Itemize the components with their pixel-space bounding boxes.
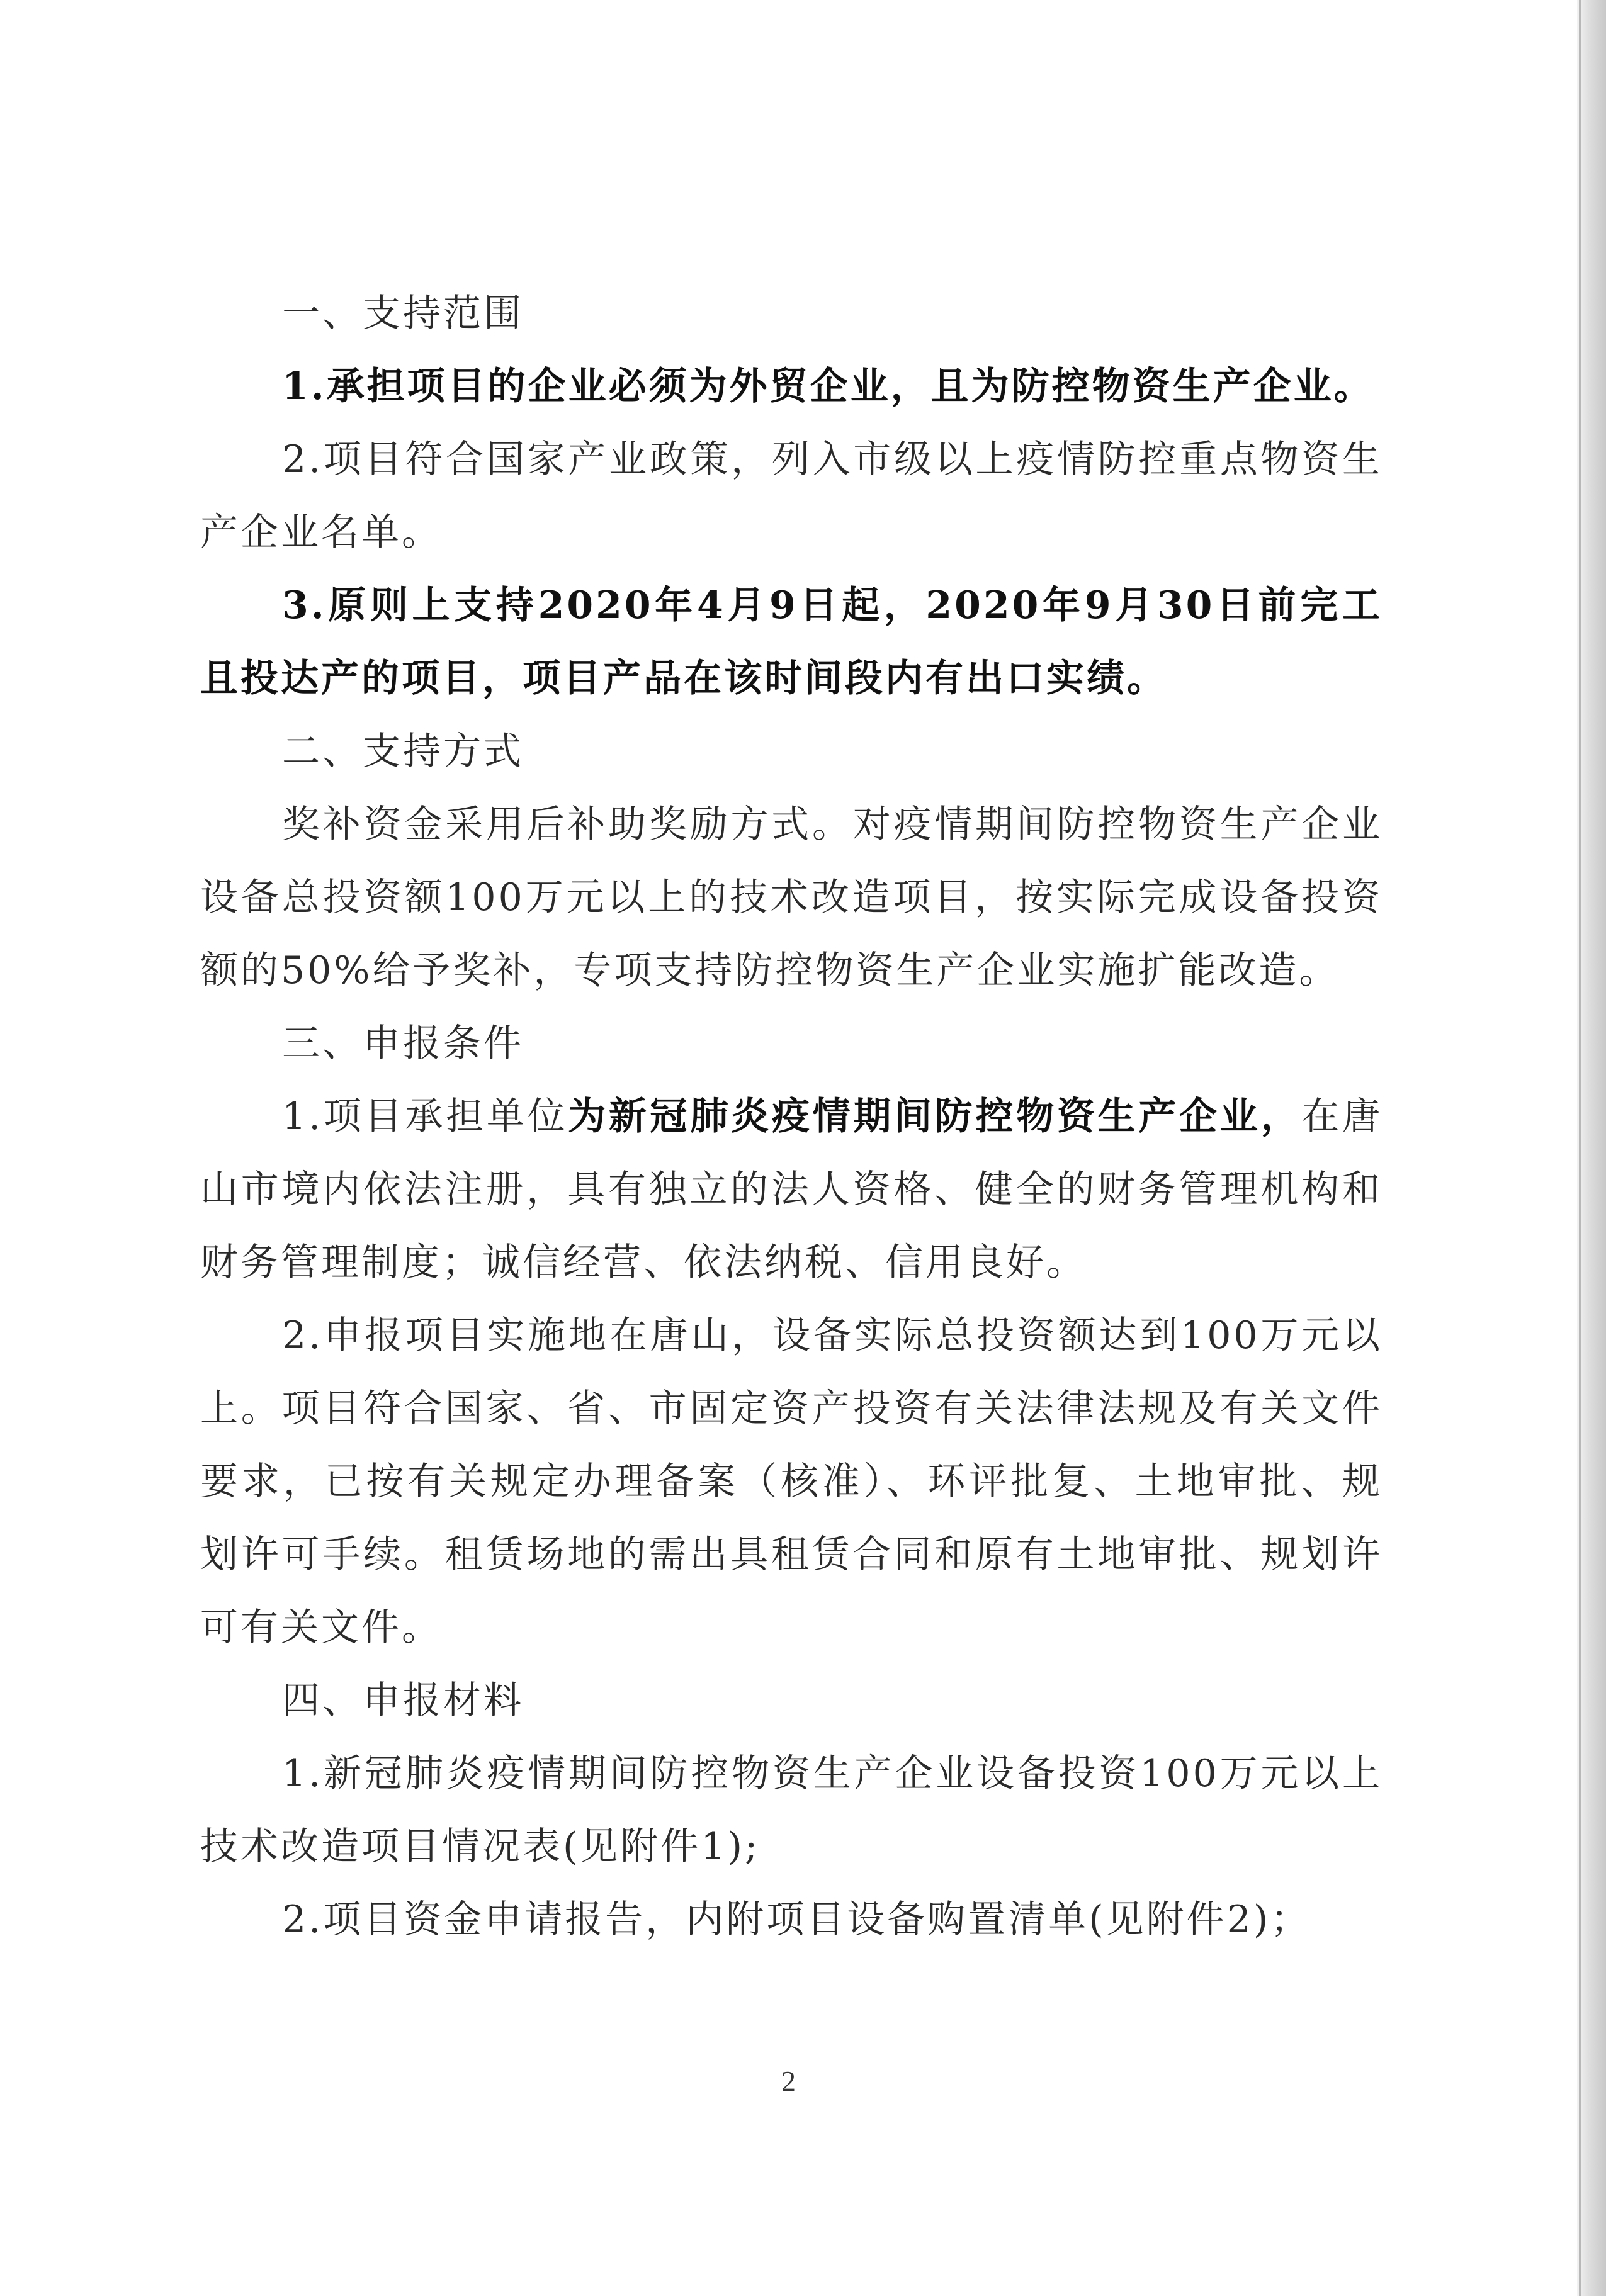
paragraph-method-1: 奖补资金采用后补助奖励方式。对疫情期间防控物资生产企业设备总投资额100万元以上的技术改造项目，按实际完成设备投资额的50%给予奖补，专项支持防控物资生产企业实施扩能改造。 [200,802,1383,993]
paragraph-conditions-2: 2.申报项目实施地在唐山，设备实际总投资额达到100万元以上。项目符合国家、省、市固定资产投资有关法律法规及有关文件要求，已按有关规定办理备案（核准）、环评批复、土地审批、规划许可手续。租赁场地的需出具租赁合同和原有土地审批、规划许可有关文件。 [200,1314,1383,1650]
section-heading-scope: 一、支持范围 [282,291,524,335]
section-heading-conditions: 三、申报条件 [282,1021,524,1066]
paragraph-scope-1: 1.承担项目的企业必须为外贸企业，且为防控物资生产企业。 [282,364,1374,408]
paragraph-scope-2: 2.项目符合国家产业政策，列入市级以上疫情防控重点物资生产企业名单。 [200,437,1383,554]
document-body [200,277,1383,1956]
scan-edge-line [1579,0,1581,2296]
paragraph-conditions-1-emphasis: 为新冠肺炎疫情期间防控物资生产企业， [568,1095,1302,1139]
scan-edge [1577,0,1606,2296]
section-heading-materials: 四、申报材料 [282,1679,524,1723]
paragraph-materials-2: 2.项目资金申请报告，内附项目设备购置清单(见附件2)； [282,1898,1311,1942]
paragraph-conditions-1-suffix: 在唐山市境内依法注册，具有独立的法人资格、健全的财务管理机构和财务管理制度；诚信经营、依法纳税、信用良好。 [200,1095,1383,1285]
paragraph-conditions-1 [200,1080,1383,1299]
paragraph-scope-3: 3.原则上支持2020年4月9日起，2020年9月30日前完工且投达产的项目，项目产品在该时间段内有出口实绩。 [200,583,1383,701]
paragraph-materials-1: 1.新冠肺炎疫情期间防控物资生产企业设备投资100万元以上技术改造项目情况表(见附件1); [200,1752,1383,1869]
paragraph-conditions-1-prefix: 1.项目承担单位 [282,1095,568,1139]
section-heading-method: 二、支持方式 [282,729,524,774]
page-number: 2 [781,2065,796,2097]
